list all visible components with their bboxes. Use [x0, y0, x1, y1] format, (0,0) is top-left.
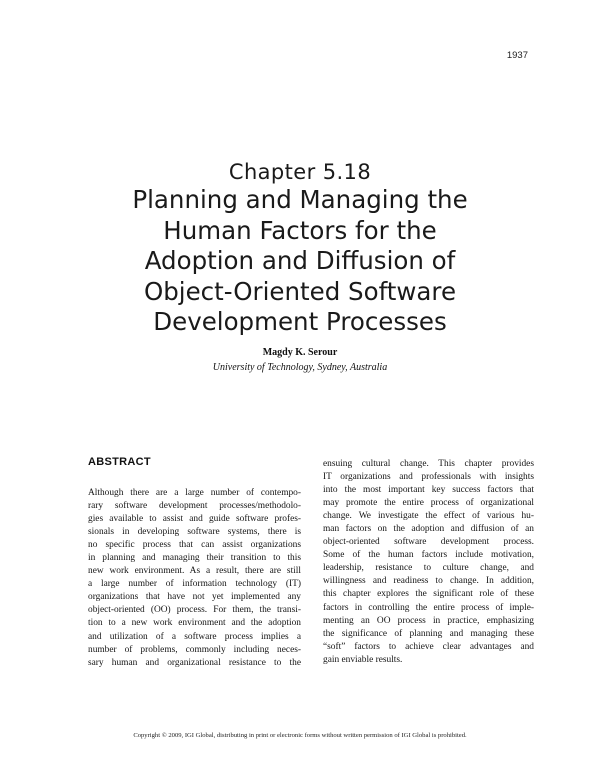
abstract-line: gies available to assist and guide software profes-: [88, 514, 301, 525]
abstract-line: factors in controlling the entire process of imple-: [323, 602, 534, 613]
abstract-line: rary software development processes/methodolo-: [88, 501, 301, 512]
abstract-line: the significance of planning and managing these: [323, 628, 534, 639]
abstract-line: a large number of information technology (IT): [88, 579, 301, 590]
abstract-line: no specific process that can assist organizations: [88, 540, 301, 551]
chapter-title-line: Adoption and Diffusion of: [144, 246, 456, 275]
abstract-line: may promote the entire process of organizational: [323, 498, 534, 509]
abstract-line: Some of the human factors include motivation,: [323, 550, 534, 561]
chapter-title-line: Human Factors for the: [163, 215, 437, 245]
abstract-right-column: [323, 458, 534, 667]
abstract-line: tion to a new work environment and the adoption: [88, 618, 301, 629]
author-affiliation: University of Technology, Sydney, Australia: [212, 362, 388, 373]
abstract-line: this chapter explores the significant role of these: [323, 589, 534, 600]
chapter-label: Chapter 5.18: [228, 160, 372, 184]
abstract-line: leadership, resistance to culture change, and: [323, 563, 534, 574]
abstract-line: sary human and organizational resistance to the: [88, 657, 301, 668]
abstract-line: and utilization of a software process implies a: [88, 631, 301, 642]
chapter-title-line: Planning and Managing the: [132, 185, 468, 214]
abstract-left-column: [88, 487, 301, 670]
chapter-title-line: Object-Oriented Software: [143, 276, 457, 306]
abstract-line: IT organizations and professionals with insights: [323, 472, 534, 483]
abstract-line: man factors on the adoption and diffusion of an: [323, 524, 534, 535]
abstract-line: “soft” factors to achieve clear advantages and: [323, 641, 534, 652]
abstract-line: object-oriented software development process.: [323, 537, 534, 548]
author-name: Magdy K. Serour: [262, 347, 338, 358]
abstract-line: ensuing cultural change. This chapter provides: [323, 459, 534, 469]
page-number: 1937: [506, 50, 528, 61]
abstract-line: organizations that have not yet implemented any: [88, 592, 301, 603]
abstract-line: willingness and readiness to change. In addition,: [323, 576, 534, 587]
abstract-line: gain enviable results.: [323, 654, 403, 665]
abstract-heading: ABSTRACT: [88, 456, 151, 468]
abstract-line: object-oriented (OO) process. For them, the transi-: [88, 605, 301, 616]
copyright-footer: Copyright © 2009, IGI Global, distributing in print or electronic forms without written permission of IGI Global is prohibited.: [133, 732, 467, 739]
chapter-title: [80, 185, 520, 338]
abstract-line: Although there are a large number of contempo-: [88, 488, 301, 498]
abstract-line: into the most important key success factors that: [323, 485, 534, 496]
abstract-line: sionals in developing software systems, there is: [88, 527, 301, 538]
abstract-line: number of problems, commonly including neces-: [88, 644, 301, 655]
chapter-title-line: Development Processes: [153, 307, 447, 336]
abstract-line: change. We investigate the effect of various hu-: [323, 511, 534, 522]
abstract-line: menting an OO process in practice, emphasizing: [323, 615, 534, 626]
abstract-line: new work environment. As a result, there are still: [88, 566, 301, 577]
abstract-line: in planning and managing their transition to this: [88, 553, 301, 564]
